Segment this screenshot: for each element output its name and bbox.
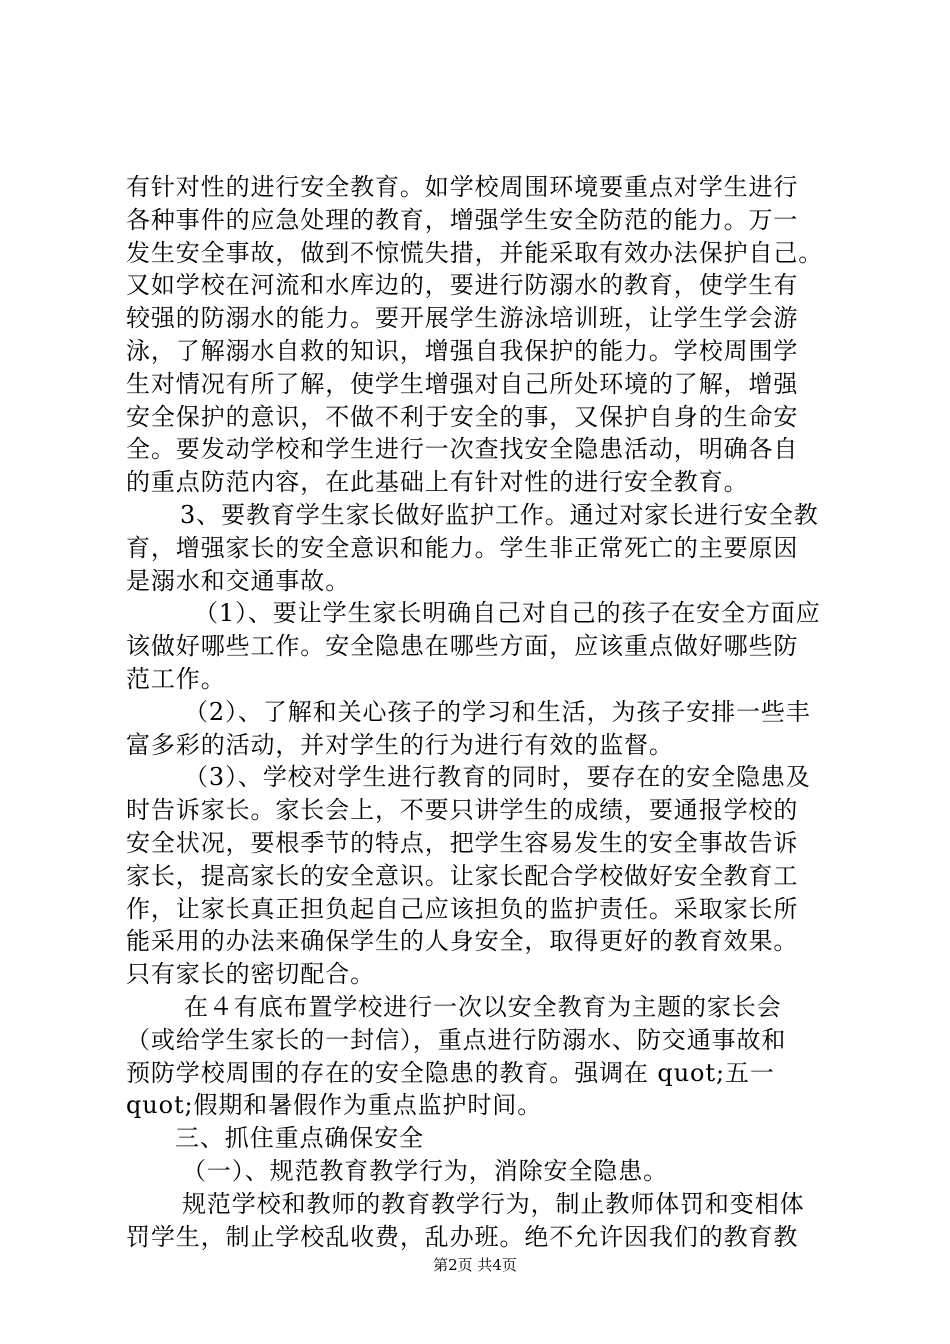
text-line: （3）、学校对学生进行教育的同时，要存在的安全隐患及 bbox=[184, 763, 811, 792]
text-line: 作，让家长真正担负起自己应该担负的监护责任。采取家长所 bbox=[126, 894, 799, 923]
subsection-heading: （一）、规范教育教学行为，消除安全隐患。 bbox=[182, 1156, 668, 1185]
text-line: 是溺水和交通事故。 bbox=[126, 566, 351, 595]
text-line: 的重点防范内容，在此基础上有针对性的进行安全教育。 bbox=[126, 468, 749, 497]
text-line: 罚学生，制止学校乱收费，乱办班。绝不允许因我们的教育教 bbox=[126, 1222, 799, 1251]
section-heading: 三、抓住重点确保安全 bbox=[175, 1124, 424, 1153]
text-line: 育，增强家长的安全意识和能力。学生非正常死亡的主要原因 bbox=[126, 533, 799, 562]
text-line: 该做好哪些工作。安全隐患在哪些方面，应该重点做好哪些防 bbox=[126, 632, 799, 661]
text-line: 全。要发动学校和学生进行一次查找安全隐患活动，明确各自 bbox=[126, 435, 799, 464]
text-line: 泳，了解溺水自救的知识，增强自我保护的能力。学校周围学 bbox=[126, 336, 799, 365]
text-line: 规范学校和教师的教育教学行为，制止教师体罚和变相体 bbox=[182, 1189, 805, 1218]
text-line: 又如学校在河流和水库边的，要进行防溺水的教育，使学生有 bbox=[126, 271, 799, 300]
text-line: 3、要教育学生家长做好监护工作。通过对家长进行安全教 bbox=[180, 500, 819, 529]
page-number-label: 第2页 共4页 bbox=[433, 1256, 517, 1274]
text-line: 家长，提高家长的安全意识。让家长配合学校做好安全教育工 bbox=[126, 861, 799, 890]
text-line: 生对情况有所了解，使学生增强对自己所处环境的了解，增强 bbox=[126, 369, 799, 398]
text-line: quot;假期和暑假作为重点监护时间。 bbox=[126, 1091, 543, 1120]
text-line: 只有家长的密切配合。 bbox=[126, 960, 375, 989]
text-line: 时告诉家长。家长会上，不要只讲学生的成绩，要通报学校的 bbox=[126, 796, 799, 825]
text-line: 在４有底布置学校进行一次以安全教育为主题的家长会 bbox=[184, 992, 782, 1021]
text-line: （1）、要让学生家长明确自己对自己的孩子在安全方面应 bbox=[194, 599, 821, 628]
text-line: 预防学校周围的存在的安全隐患的教育。强调在 quot;五一 bbox=[126, 1058, 775, 1087]
body-text bbox=[126, 171, 826, 1253]
text-line: 有针对性的进行安全教育。如学校周围环境要重点对学生进行 bbox=[126, 173, 799, 201]
text-line: （2）、了解和关心孩子的学习和生活，为孩子安排一些丰 bbox=[184, 697, 811, 726]
page-footer bbox=[0, 1256, 950, 1274]
text-line: （或给学生家长的一封信），重点进行防溺水、防交通事故和 bbox=[126, 1025, 787, 1054]
text-line: 较强的防溺水的能力。要开展学生游泳培训班，让学生学会游 bbox=[126, 304, 799, 333]
text-line: 安全状况，要根季节的特点，把学生容易发生的安全事故告诉 bbox=[126, 828, 799, 857]
text-line: 安全保护的意识，不做不利于安全的事，又保护自身的生命安 bbox=[126, 402, 799, 431]
text-line: 各种事件的应急处理的教育，增强学生安全防范的能力。万一 bbox=[126, 205, 799, 234]
text-line: 能采用的办法来确保学生的人身安全，取得更好的教育效果。 bbox=[126, 927, 799, 956]
text-line: 发生安全事故，做到不惊慌失措，并能采取有效办法保护自己。 bbox=[126, 238, 824, 267]
text-line: 富多彩的活动，并对学生的行为进行有效的监督。 bbox=[126, 730, 674, 759]
text-line: 范工作。 bbox=[126, 664, 226, 693]
